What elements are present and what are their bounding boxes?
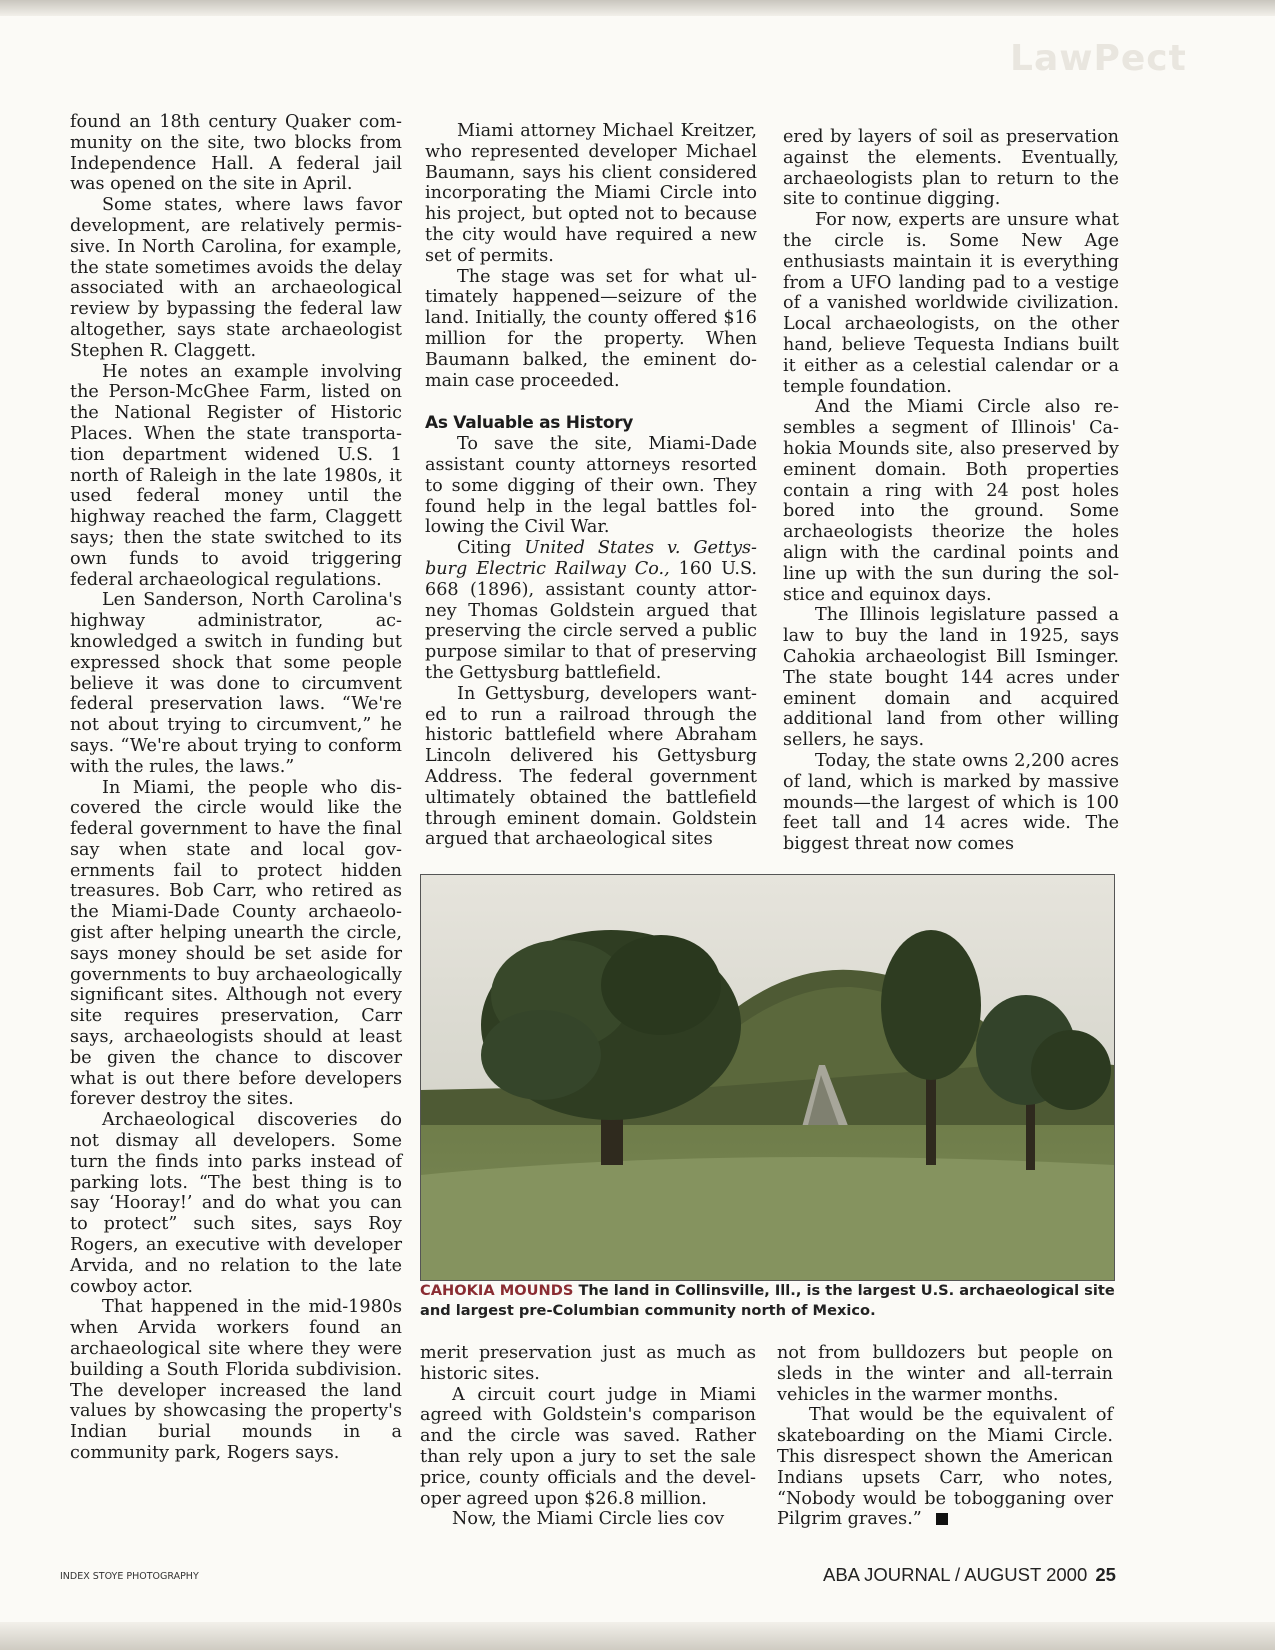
- final-text: That would be the equivalent of skateboarding on the Miami Circle. This disrespect shown the American Indians upsets Carr, who notes, “Nobody would be tobogganing over Pilgrim graves.”: [777, 1405, 1113, 1530]
- article-column-1: [70, 112, 402, 1464]
- paragraph: For now, experts are unsure what the circle is. Some New Age enthusiasts maintain it is everything from a UFO landing pad to a vestige of a vanished worldwide civilization. Local archaeologists, on the other hand, believe Tequesta Indians built it either as a celestial calendar or a temple foundation.: [783, 210, 1119, 397]
- photo-caption: [420, 1281, 1116, 1321]
- article-column-2: [425, 121, 757, 850]
- section-subhead: As Valuable as History: [425, 413, 634, 434]
- paragraph: He notes an example involving the Person-McGhee Farm, listed on the National Register of Historic Places. When the state transportation department widened U.S. 1 north of Raleigh in the late 1980s, it used federal money until the highway reached the farm, Claggett says; then the state switched to its own funds to avoid triggering federal archaeological regulations.: [70, 361, 402, 590]
- paragraph: To save the site, Miami-Dade assistant county attorneys resorted to some digging of their own. They found help in the legal battles following the Civil War.: [425, 434, 757, 538]
- citation-rest: 160 U.S. 668 (1896), assistant county attorney Thomas Goldstein argued that preserving the circle served a public purpose similar to that of preserving the Gettysburg battlefield.: [425, 558, 757, 683]
- paragraph: In Gettysburg, developers wanted to run a railroad through the historic battlefield where Abraham Lincoln delivered his Gettysburg Address. The federal government ultimately obtained the battlefield through eminent domain. Goldstein argued that archaeological sites: [425, 683, 757, 850]
- journal-issue: ABA JOURNAL / AUGUST 2000: [823, 1564, 1088, 1585]
- paragraph-final: [777, 1405, 1113, 1530]
- paragraph-case-citation: [425, 538, 757, 684]
- paragraph: And the Miami Circle also resembles a segment of Illinois' Cahokia Mounds site, also preserved by eminent domain. Both properties contain a ring with 24 post holes bored into the ground. Some archaeologists theorize the holes align with the cardinal points and line up with the sun during the solstice and equinox days.: [783, 397, 1119, 605]
- end-of-story-mark: [936, 1513, 948, 1525]
- paragraph: In Miami, the people who discovered the circle would like the federal government to have the final say when state and local governments fail to protect hidden treasures. Bob Carr, who retired as the Miami-Dade County archaeologist after helping unearth the circle, says money should be set aside for governments to buy archaeologically significant sites. Although not every site requires preservation, Carr says, archaeologists should at least be given the chance to discover what is out there before developers forever destroy the sites.: [70, 777, 402, 1110]
- case-name: United States v. Gettysburg Electric Railway Co.,: [425, 538, 757, 579]
- photo-credit: INDEX STOYE PHOTOGRAPHY: [60, 1571, 199, 1582]
- article-column-2-continued: [420, 1343, 756, 1530]
- paragraph: Now, the Miami Circle lies cov: [452, 1509, 725, 1530]
- page-number: 25: [1095, 1564, 1116, 1585]
- paragraph: The stage was set for what ultimately happened—seizure of the land. Initially, the county offered $16 million for the property. When Baumann balked, the eminent domain case proceeded.: [425, 266, 757, 391]
- caption-lead: CAHOKIA MOUNDS: [420, 1282, 574, 1299]
- scan-bottom-edge: [0, 1622, 1275, 1650]
- scan-top-edge: [0, 0, 1275, 16]
- paragraph: Some states, where laws favor development, are relatively permissive. In North Carolina, for example, the state sometimes avoids the delay associated with an archaeological review by bypassing the federal law altogether, says state archaeologist Stephen R. Claggett.: [70, 195, 402, 361]
- paragraph: Miami attorney Michael Kreitzer, who represented developer Michael Baumann, says his client considered incorporating the Miami Circle into his project, but opted not to because the city would have required a new set of permits.: [425, 121, 757, 266]
- paragraph: not from bulldozers but people on sleds in the winter and all-terrain vehicles in the warmer months.: [777, 1343, 1113, 1405]
- page-folio: [823, 1564, 1116, 1586]
- paragraph: Today, the state owns 2,200 acres of land, which is marked by massive mounds—the largest of which is 100 feet tall and 14 acres wide. The biggest threat now comes: [783, 750, 1119, 855]
- section-header-bleed: LawPect: [1010, 38, 1187, 79]
- citation-lead: Citing: [457, 538, 525, 559]
- article-column-3: [783, 127, 1119, 855]
- paragraph: found an 18th century Quaker community on the site, two blocks from Independence Hall. A federal jail was opened on the site in April.: [70, 112, 402, 195]
- photo-illustration: [421, 875, 1114, 1280]
- caption-text: The land in Collinsville, Ill., is the largest U.S. archaeological site and largest pre-Columbian community north of Mexico.: [420, 1282, 1115, 1319]
- cahokia-mounds-photo: [420, 874, 1115, 1281]
- paragraph: merit preservation just as much as historic sites.: [420, 1343, 756, 1384]
- paragraph: Len Sanderson, North Carolina's highway administrator, acknowledged a switch in funding but expressed shock that some people believe it was done to circumvent federal preservation laws. “We're not about trying to circumvent,” he says. “We're about trying to conform with the rules, the laws.”: [70, 590, 402, 777]
- paragraph: That happened in the mid-1980s when Arvida workers found an archaeological site where they were building a South Florida subdivision. The developer increased the land values by showcasing the property's Indian burial mounds in a community park, Rogers says.: [70, 1297, 402, 1463]
- paragraph: Archaeological discoveries do not dismay all developers. Some turn the finds into parks instead of parking lots. “The best thing is to say ‘Hooray!’ and do what you can to protect” such sites, says Roy Rogers, an executive with developer Arvida, and no relation to the late cowboy actor.: [70, 1110, 402, 1297]
- paragraph: ered by layers of soil as preservation against the elements. Eventually, archaeologists plan to return to the site to continue digging.: [783, 127, 1119, 210]
- paragraph: A circuit court judge in Miami agreed with Goldstein's comparison and the circle was saved. Rather than rely upon a jury to set the sale price, county officials and the developer agreed upon $26.8 million.: [420, 1384, 756, 1509]
- paragraph: The Illinois legislature passed a law to buy the land in 1925, says Cahokia archaeologist Bill Isminger. The state bought 144 acres under eminent domain and acquired additional land from other willing sellers, he says.: [783, 605, 1119, 751]
- article-column-3-continued: [777, 1343, 1113, 1530]
